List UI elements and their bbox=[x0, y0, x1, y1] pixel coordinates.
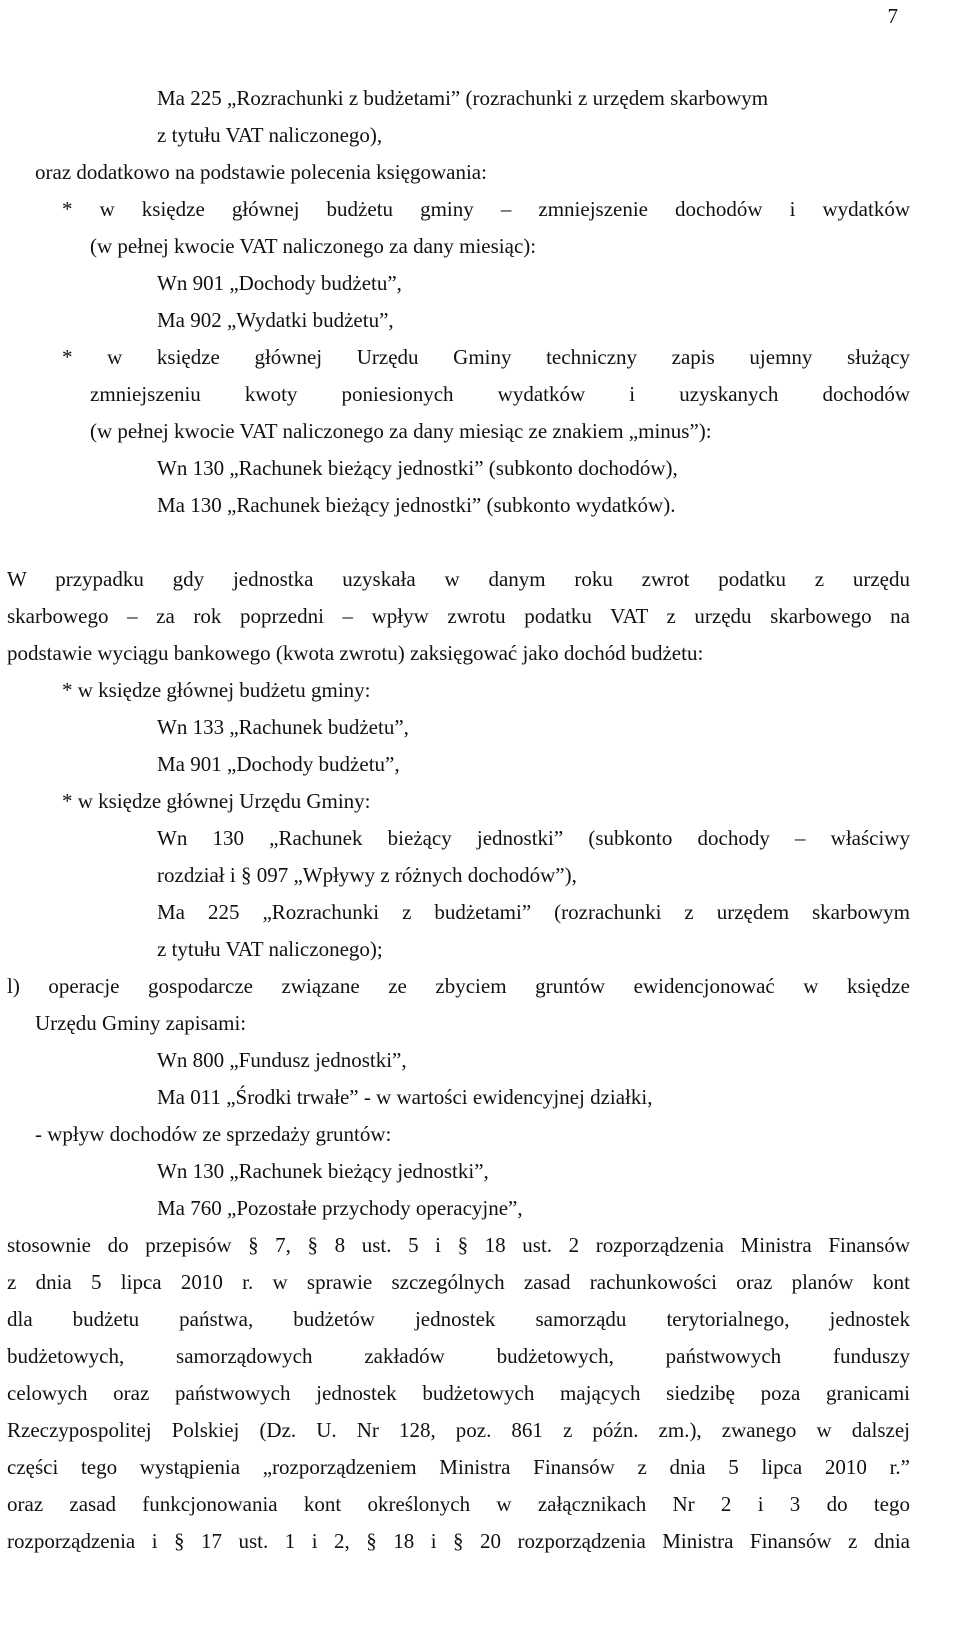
text-line: Ma 225 „Rozrachunki z budżetami” (rozrachunki z urzędem skarbowym bbox=[157, 900, 910, 924]
text-line: Urzędu Gminy zapisami: bbox=[35, 1011, 247, 1035]
text-line: z tytułu VAT naliczonego); bbox=[157, 937, 383, 961]
text-line: * w księdze głównej budżetu gminy – zmniejszenie dochodów i wydatków bbox=[62, 197, 910, 221]
text-line: Wn 133 „Rachunek budżetu”, bbox=[157, 715, 409, 739]
text-line: Ma 901 „Dochody budżetu”, bbox=[157, 752, 400, 776]
text-line: Wn 130 „Rachunek bieżący jednostki”, bbox=[157, 1159, 489, 1183]
text-line: celowych oraz państwowych jednostek budżetowych mających siedzibę poza granicami bbox=[7, 1381, 910, 1405]
text-line: Ma 225 „Rozrachunki z budżetami” (rozrachunki z urzędem skarbowym bbox=[157, 86, 769, 110]
text-line: * w księdze głównej budżetu gminy: bbox=[62, 678, 371, 702]
text-line: Wn 130 „Rachunek bieżący jednostki” (subkonto dochody – właściwy bbox=[157, 826, 910, 850]
text-line: budżetowych, samorządowych zakładów budżetowych, państwowych funduszy bbox=[7, 1344, 910, 1368]
text-line: * w księdze głównej Urzędu Gminy: bbox=[62, 789, 371, 813]
text-line: oraz zasad funkcjonowania kont określonych w załącznikach Nr 2 i 3 do tego bbox=[7, 1492, 910, 1516]
text-line: podstawie wyciągu bankowego (kwota zwrotu) zaksięgować jako dochód budżetu: bbox=[7, 641, 704, 665]
text-line: Wn 130 „Rachunek bieżący jednostki” (subkonto dochodów), bbox=[157, 456, 678, 480]
text-line: rozporządzenia i § 17 ust. 1 i 2, § 18 i § 20 rozporządzenia Ministra Finansów z dnia bbox=[7, 1529, 910, 1553]
text-line: (w pełnej kwocie VAT naliczonego za dany miesiąc ze znakiem „minus”): bbox=[90, 419, 712, 443]
text-line: Ma 011 „Środki trwałe” - w wartości ewidencyjnej działki, bbox=[157, 1085, 653, 1109]
text-line: W przypadku gdy jednostka uzyskała w danym roku zwrot podatku z urzędu bbox=[7, 567, 910, 591]
text-line: rozdział i § 097 „Wpływy z różnych dochodów”), bbox=[157, 863, 577, 887]
text-line: - wpływ dochodów ze sprzedaży gruntów: bbox=[35, 1122, 392, 1146]
text-line: Ma 760 „Pozostałe przychody operacyjne”, bbox=[157, 1196, 523, 1220]
text-line: oraz dodatkowo na podstawie polecenia księgowania: bbox=[35, 160, 487, 184]
text-line: Rzeczypospolitej Polskiej (Dz. U. Nr 128, poz. 861 z późn. zm.), zwanego w dalszej bbox=[7, 1418, 910, 1442]
text-line: skarbowego – za rok poprzedni – wpływ zwrotu podatku VAT z urzędu skarbowego na bbox=[7, 604, 910, 628]
text-line: Wn 901 „Dochody budżetu”, bbox=[157, 271, 402, 295]
text-line: Ma 130 „Rachunek bieżący jednostki” (subkonto wydatków). bbox=[157, 493, 676, 517]
page-number: 7 bbox=[887, 4, 898, 28]
text-line: części tego wystąpienia „rozporządzeniem Ministra Finansów z dnia 5 lipca 2010 r.” bbox=[7, 1455, 910, 1479]
text-line: l) operacje gospodarcze związane ze zbyciem gruntów ewidencjonować w księdze bbox=[7, 974, 910, 998]
text-line: dla budżetu państwa, budżetów jednostek samorządu terytorialnego, jednostek bbox=[7, 1307, 910, 1331]
text-line: * w księdze głównej Urzędu Gminy techniczny zapis ujemny służący bbox=[62, 345, 910, 369]
text-line: Ma 902 „Wydatki budżetu”, bbox=[157, 308, 394, 332]
text-line: Wn 800 „Fundusz jednostki”, bbox=[157, 1048, 407, 1072]
text-line: z dnia 5 lipca 2010 r. w sprawie szczególnych zasad rachunkowości oraz planów kont bbox=[7, 1270, 910, 1294]
text-line: (w pełnej kwocie VAT naliczonego za dany miesiąc): bbox=[90, 234, 537, 258]
text-line: zmniejszeniu kwoty poniesionych wydatków i uzyskanych dochodów bbox=[90, 382, 910, 406]
text-line: z tytułu VAT naliczonego), bbox=[157, 123, 383, 147]
text-line: stosownie do przepisów § 7, § 8 ust. 5 i § 18 ust. 2 rozporządzenia Ministra Finansów bbox=[7, 1233, 910, 1257]
